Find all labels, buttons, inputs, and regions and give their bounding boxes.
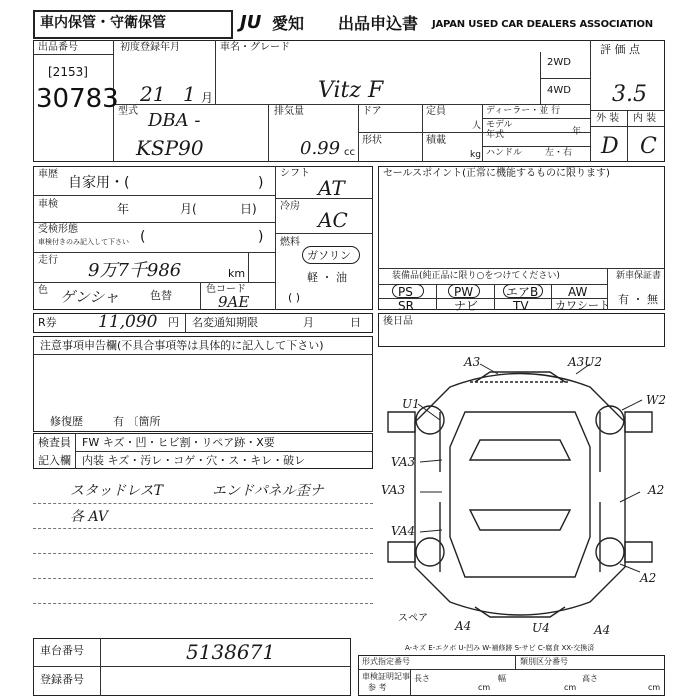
capacity-label: 定員: [426, 106, 446, 117]
model-code: KSP90: [136, 136, 204, 160]
chassis-label: 車台番号: [40, 644, 84, 657]
displacement-value: 0.99: [300, 138, 341, 159]
shift-label: シフト: [280, 168, 310, 179]
note-studless: スタッドレスT: [70, 483, 163, 499]
handle-options: 左・右: [545, 148, 573, 158]
dmg-u4: U4: [532, 621, 550, 635]
equip-airbag: エアB: [506, 285, 539, 299]
note-ref-label: 参 考: [368, 683, 387, 692]
warranty-label: 新車保証書: [616, 271, 662, 281]
dmg-a3u2: A3U2: [568, 355, 603, 369]
acceptance-open: (: [140, 229, 146, 245]
score-label: 評 価 点: [600, 43, 640, 56]
dmg-a2-right: A2: [648, 483, 665, 497]
inspector-label: 検査員: [38, 436, 71, 449]
car-name: Vitz F: [318, 78, 384, 103]
recycle-label: R券: [38, 316, 57, 329]
car-name-label: 車名・グレード: [220, 42, 290, 53]
repair-label: 修復歴: [50, 415, 83, 428]
drive-2wd: 2WD: [547, 57, 571, 68]
dealer-label: ディーラー・並 行: [486, 106, 561, 116]
history-value: 自家用・(: [68, 175, 130, 191]
name-change-day: 日: [350, 316, 361, 329]
displacement-unit: cc: [344, 147, 355, 158]
year-label: 年式: [486, 130, 505, 140]
acceptance-label: 受検形態: [38, 224, 78, 235]
fuel-label: 燃料: [280, 237, 300, 248]
note-av: 各 AV: [70, 509, 108, 525]
history-close: ): [258, 175, 264, 191]
registration-month-unit: 月: [201, 91, 214, 105]
color-value: ゲンシャ: [60, 288, 120, 306]
color-code-label: 色コード: [206, 284, 246, 295]
ju-logo: JU: [240, 12, 262, 33]
registration-month: 1: [183, 82, 196, 106]
interior-label: 内 装: [633, 113, 657, 124]
interior-score: C: [640, 134, 657, 159]
dmg-va3-2: VA3: [381, 483, 406, 497]
form-spec-label: 形式指定番号: [362, 657, 410, 666]
score-value: 3.5: [612, 82, 647, 107]
afterfit-label: 後日品: [383, 316, 413, 327]
door-label: ドア: [362, 106, 382, 117]
lot-number: 30783: [36, 84, 119, 114]
model-year-label: モデル: [486, 120, 513, 130]
fuel-value: ガソリン: [307, 249, 351, 262]
inspector-fw-row: FW キズ・凹・ヒビ割・リペア跡・X要: [82, 436, 275, 449]
displacement-label: 排気量: [274, 106, 304, 117]
fuel-circle: [302, 246, 360, 264]
equip-leather: カワシート: [555, 299, 610, 312]
category-label: 類別区分番号: [520, 657, 568, 666]
fuel-paren: ( ): [288, 291, 301, 304]
inspection-month: 月(: [180, 202, 197, 216]
inspector-label-2: 記入欄: [38, 454, 71, 467]
mileage-value: 9万7千986: [88, 260, 182, 281]
width-label: 幅: [498, 674, 506, 683]
equip-ps-circle: [392, 284, 424, 298]
drive-4wd: 4WD: [547, 85, 571, 96]
inspector-interior-row: 内装 キズ・汚レ・コゲ・穴・ス・キレ・破レ: [82, 454, 306, 467]
width-unit: cm: [564, 683, 577, 692]
afterfit-box: [378, 313, 665, 347]
handle-label: ハンドル: [486, 148, 523, 158]
exterior-label: 外 装: [596, 113, 620, 124]
cert-label: 車検証明記事: [362, 672, 410, 681]
mileage-unit: km: [228, 267, 246, 280]
repair-value: 有 〔箇所: [113, 415, 161, 428]
equip-navi: ナビ: [454, 299, 479, 313]
equip-pw: PW: [454, 285, 474, 299]
length-label: 長さ: [414, 674, 430, 683]
damage-legend: A-キズ E-エクボ U-凹み W-補修跡 S-サビ C-腐食 XX-交換済: [405, 644, 595, 652]
model-prefix: DBA -: [148, 110, 201, 131]
dmg-a2-lower: A2: [640, 571, 657, 585]
warranty-options: 有 ・ 無: [618, 293, 658, 306]
mileage-label: 走行: [38, 255, 58, 266]
spare-label: スペア: [398, 613, 428, 624]
equip-tv: TV: [513, 299, 529, 313]
equipment-label: 装備品(純正品に限り○をつけてください): [392, 271, 560, 281]
chassis-number: 5138671: [186, 640, 276, 664]
shape-label: 形状: [362, 135, 382, 146]
shift-value: AT: [318, 176, 345, 200]
form-title: 出品申込書: [338, 14, 419, 33]
car-diagram: [380, 352, 665, 642]
height-unit: cm: [648, 683, 661, 692]
sales-point-label: セールスポイント(正常に機能するものに限ります): [383, 168, 610, 179]
inspection-label: 車検: [38, 199, 58, 210]
aircon-label: 冷房: [280, 201, 300, 212]
registration-number-label: 登録番号: [40, 673, 84, 686]
color-label: 色: [38, 285, 48, 296]
dmg-u1: U1: [402, 397, 420, 411]
recycle-unit: 円: [168, 316, 179, 329]
length-unit: cm: [478, 683, 491, 692]
lot-label: 出品番号: [38, 42, 78, 53]
registration-label: 初度登録年月: [120, 42, 180, 53]
height-label: 高さ: [582, 674, 598, 683]
history-label: 車歴: [38, 169, 58, 180]
recycle-value: 11,090: [98, 312, 158, 332]
equip-pw-circle: [448, 284, 480, 298]
acceptance-close: ): [258, 229, 264, 245]
acceptance-note: 車検付きのみ記入して下さい: [38, 238, 129, 246]
equip-ps: PS: [398, 285, 413, 299]
notes-label: 注意事項申告欄(不具合事項等は具体的に記入して下さい): [40, 339, 324, 352]
org-name: 愛知: [272, 14, 305, 33]
association-name: JAPAN USED CAR DEALERS ASSOCIATION: [432, 19, 653, 30]
aircon-value: AC: [318, 208, 348, 232]
note-endpanel: エンドパネル歪ナ: [212, 483, 324, 499]
dmg-a4-right: A4: [594, 623, 611, 637]
equip-aw: AW: [568, 285, 588, 299]
lot-sub-number: [2153]: [48, 65, 88, 79]
color-change-label: 色替: [150, 289, 172, 302]
capacity-unit: 人: [472, 121, 482, 131]
model-label: 型式: [118, 106, 138, 117]
name-change-month: 月: [303, 316, 314, 329]
dmg-va4: VA4: [391, 524, 416, 538]
storage-label: 車内保管・守衛保管: [40, 15, 166, 31]
dmg-a3-top: A3: [464, 355, 481, 369]
equip-airbag-circle: [503, 284, 543, 298]
registration-year: 21: [140, 82, 166, 106]
name-change-label: 名変通知期限: [192, 316, 258, 329]
load-label: 積載: [426, 135, 446, 146]
color-code: 9AE: [218, 293, 250, 311]
dmg-w2: W2: [646, 393, 666, 407]
fuel-diesel: 軽 ・ 油: [307, 271, 347, 284]
inspection-day: 日): [240, 202, 257, 216]
dmg-a4-left: A4: [455, 619, 472, 633]
load-unit: kg: [470, 150, 481, 160]
dmg-va3-1: VA3: [391, 455, 416, 469]
inspection-year: 年: [117, 202, 130, 216]
exterior-score: D: [601, 134, 619, 159]
year-unit: 年: [572, 127, 582, 137]
equip-sr: SR: [398, 299, 414, 313]
